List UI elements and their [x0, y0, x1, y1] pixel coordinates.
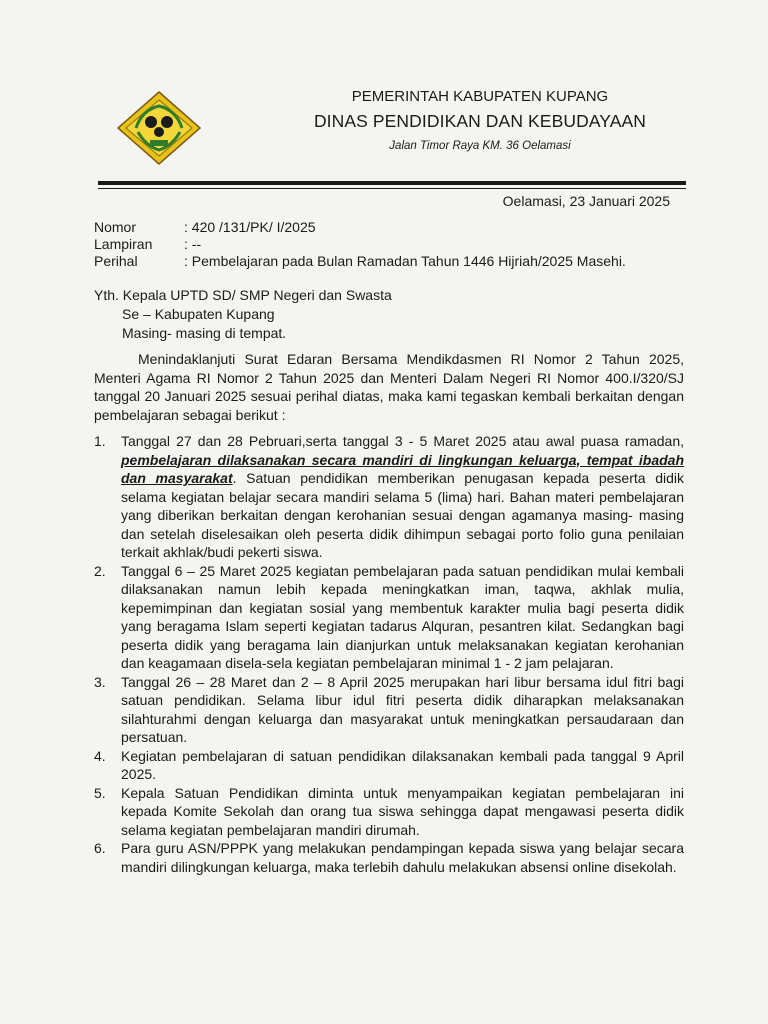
list-item [94, 562, 684, 673]
list-text: Tanggal 6 – 25 Maret 2025 kegiatan pembelajaran pada satuan pendidikan mulai kembali dilaksanakan namun lebih kepada meningkatkan iman, taqwa, akhlak mulia, kepemimpinan dan kegiatan sosial yang membentuk karakter mulia bagi peserta didik yang beragama Islam seperti kegiatan tadarus Alquran, pesantren kilat. Sedangkan bagi peserta didik yang beragama lain dianjurkan untuk melaksanakan kegiatan kerohanian dan keagamaan disela-sela kegiatan pembelajaran minimal 1 - 2 jam pelajaran. [121, 562, 684, 671]
list-item [94, 673, 684, 747]
list-text: Tanggal 26 – 28 Maret dan 2 – 8 April 2025 merupakan hari libur bersama idul fitri bagi satuan pendidikan. Selama libur idul fitri peserta didik diharapkan melaksanakan silahturahmi dengan keluarga dan masyarakat untuk meningkatkan persaudaraan dan persatuan. [121, 673, 684, 745]
addressee-line: Masing- masing di tempat. [122, 325, 287, 341]
intro-paragraph: Menindaklanjuti Surat Edaran Bersama Mendikdasmen RI Nomor 2 Tahun 2025, Menteri Agama RI Nomor 2 Tahun 2025 dan Menteri Dalam Negeri RI Nomor 400.I/320/SJ tanggal 20 Januari 2025 sesuai perihal diatas, maka kami tegaskan kembali berkaitan dengan pembelajaran sebagai berikut : [94, 351, 684, 423]
meta-value: : Pembelajaran pada Bulan Ramadan Tahun 1446 Hijriah/2025 Masehi. [184, 253, 626, 269]
meta-key: Perihal [94, 253, 138, 269]
list-number: 6. [94, 840, 106, 856]
meta-key: Lampiran [94, 236, 153, 252]
list-text: Kepala Satuan Pendidikan diminta untuk menyampaikan kegiatan pembelajaran ini kepada Komite Sekolah dan orang tua siswa sehingga dapat mengawasi peserta didik selama kegiatan pembelajaran mandiri dirumah. [121, 784, 684, 838]
office-name: DINAS PENDIDIKAN DAN KEBUDAYAAN [313, 111, 647, 131]
list-text: Kegiatan pembelajaran di satuan pendidikan dilaksanakan kembali pada tanggal 9 April 2025. [121, 747, 684, 782]
meta-row-nomor [94, 219, 626, 236]
instruction-list [94, 432, 684, 876]
list-text [121, 432, 684, 562]
list-text-part: . Satuan pendidikan memberikan penugasan kepada peserta didik selama kegiatan belajar secara mandiri selama 5 (lima) hari. Bahan materi pembelajaran yang diberikan berkaitan dengan kerohanian sesuai dengan agamanya masing- masing dan setelah diselesaikan oleh peserta didik dihimpun sebagai porto folio guna penilaian terkait akhlak/budi pekerti siswa. [121, 470, 685, 560]
addressee-line: Se – Kabupaten Kupang [122, 306, 275, 322]
list-number: 5. [94, 784, 106, 801]
government-name: PEMERINTAH KABUPATEN KUPANG [351, 88, 609, 105]
letter-meta [94, 219, 626, 270]
meta-value: : 420 /131/PK/ I/2025 [184, 219, 316, 235]
letterhead-divider-thin [98, 188, 686, 189]
meta-key: Nomor [94, 219, 137, 235]
office-address: Jalan Timor Raya KM. 36 Oelamasi [389, 140, 571, 152]
list-number: 2. [94, 562, 106, 579]
list-number: 4. [94, 747, 106, 764]
list-number: 3. [94, 673, 106, 690]
regency-emblem-icon [116, 90, 202, 166]
list-item [94, 839, 684, 876]
list-number: 1. [94, 433, 106, 449]
meta-row-perihal [94, 253, 626, 270]
addressee-line: Yth. Kepala UPTD SD/ SMP Negeri dan Swasta [94, 287, 392, 303]
emphasized-text: pembelajaran dilaksanakan secara mandiri di lingkungan keluarga, tempat ibadah dan masyarakat [121, 451, 684, 486]
addressee-block [94, 286, 392, 343]
list-text: Para guru ASN/PPPK yang melakukan pendampingan kepada siswa yang belajar secara mandiri dilingkungan keluarga, maka terlebih dahulu melakukan absensi online disekolah. [121, 840, 684, 875]
list-item [94, 784, 684, 840]
meta-value: : -- [184, 236, 202, 252]
meta-row-lampiran [94, 236, 626, 253]
list-item [94, 432, 684, 562]
letter-date: Oelamasi, 23 Januari 2025 [502, 193, 670, 209]
letterhead-divider-thick [98, 181, 686, 185]
list-item [94, 747, 684, 784]
list-text-part: Tanggal 27 dan 28 Pebruari,serta tanggal 3 - 5 Maret 2025 atau awal puasa ramadan, [121, 433, 684, 449]
